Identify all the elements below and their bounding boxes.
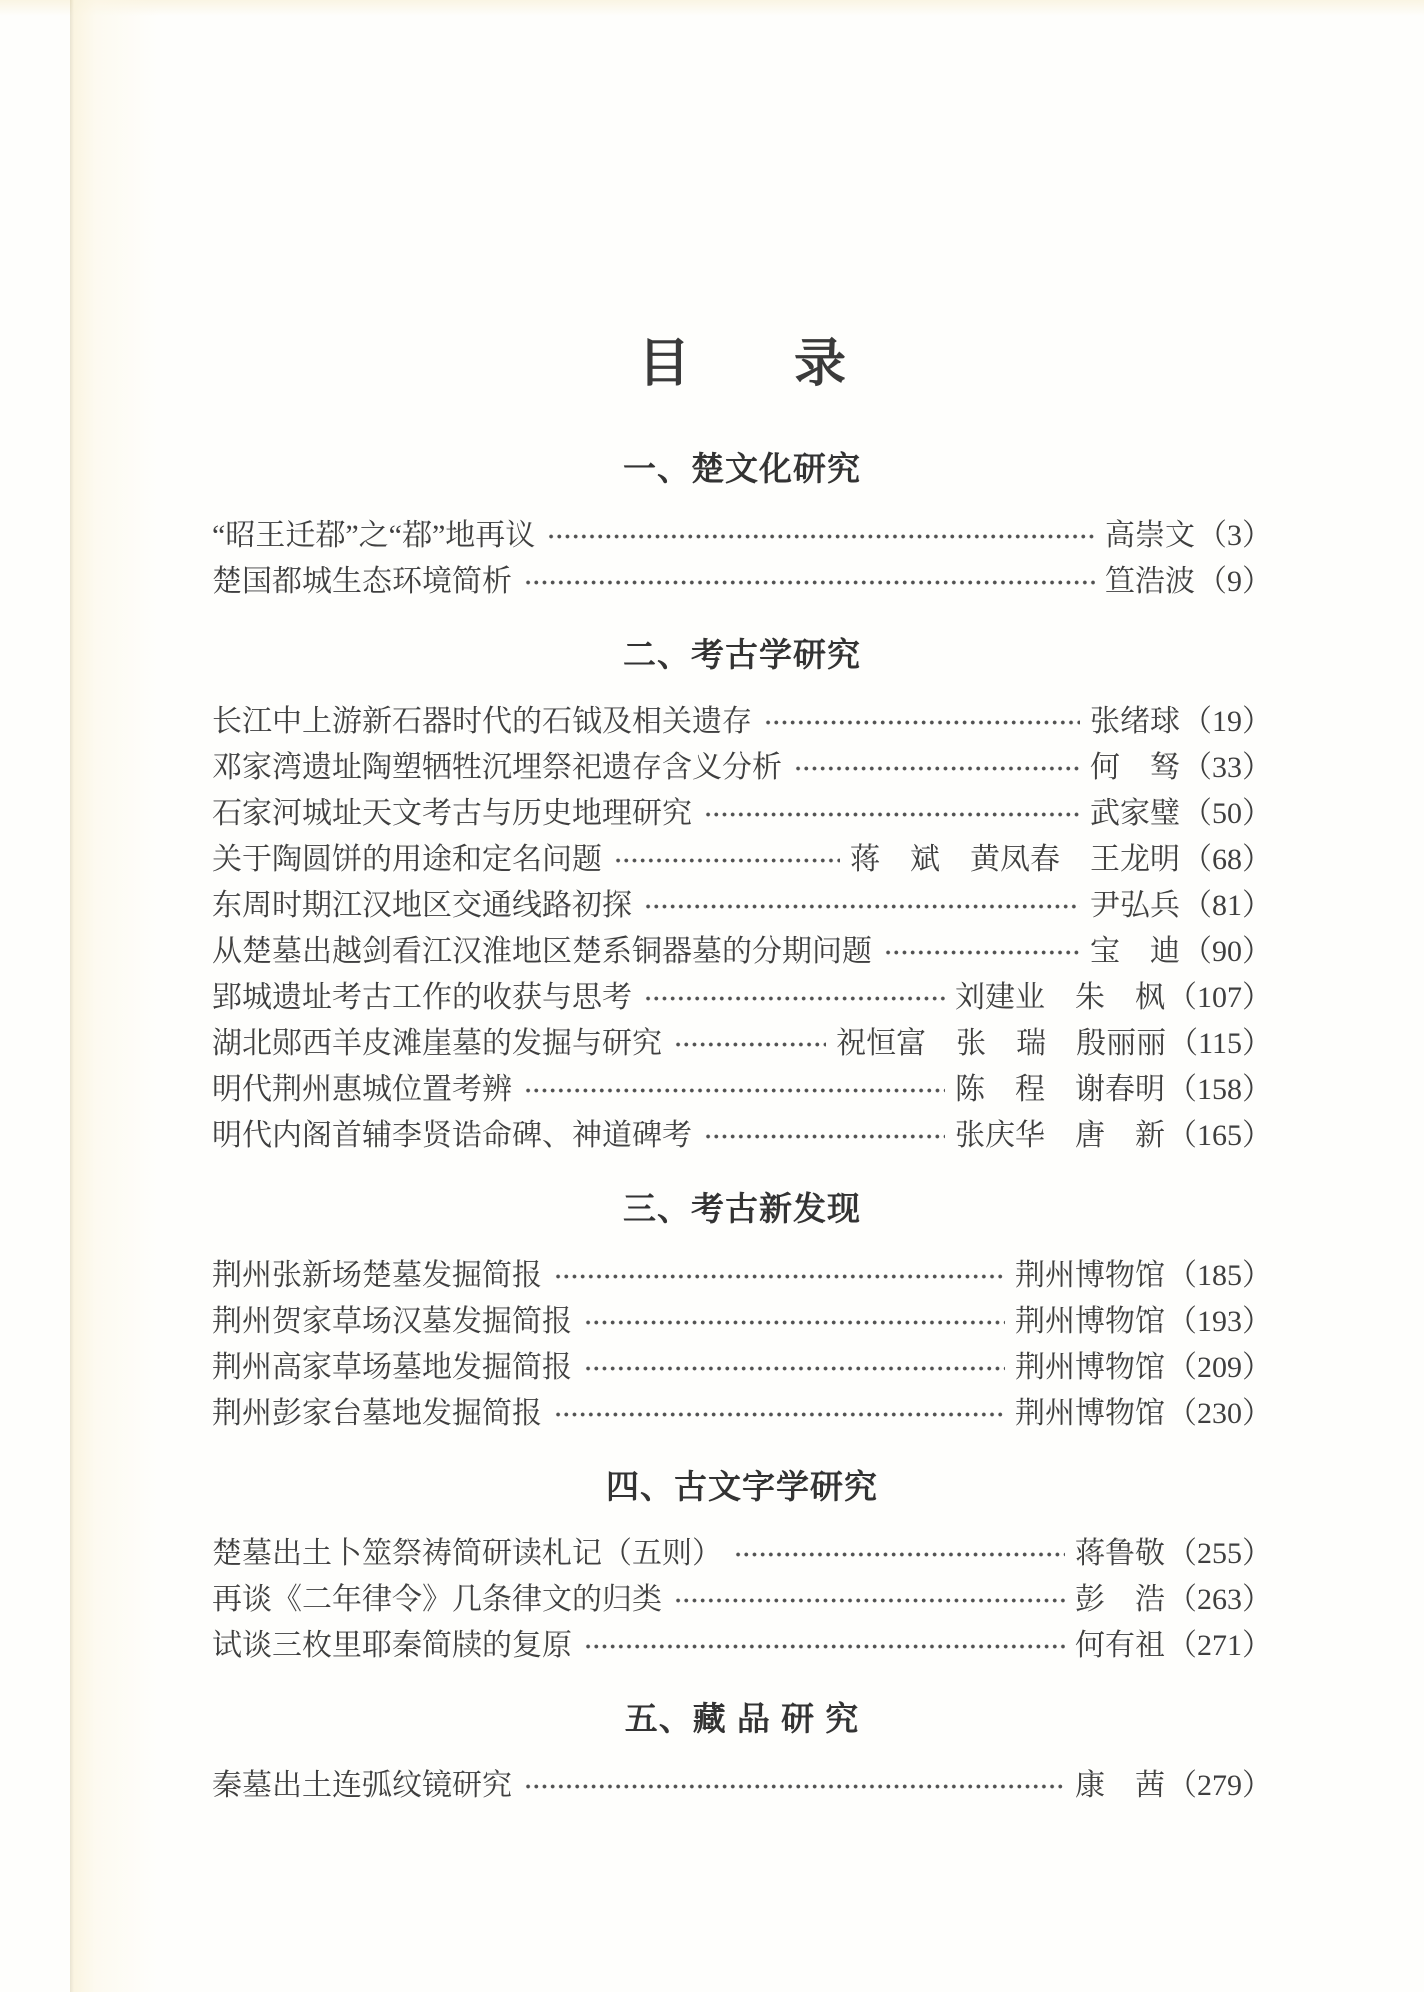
section-entries	[212, 699, 1272, 1159]
toc-section	[212, 1467, 1272, 1669]
entry-title: “昭王迁鄀”之“鄀”地再议	[212, 519, 536, 552]
entry-page-number: （263）	[1167, 1583, 1272, 1616]
entry-title: 荆州彭家台墓地发掘简报	[212, 1397, 542, 1430]
dot-leader	[584, 1299, 1005, 1345]
dot-leader	[884, 929, 1080, 975]
entry-page-number: （90）	[1182, 935, 1272, 968]
toc-section	[212, 1699, 1272, 1809]
toc-content	[212, 0, 1272, 1809]
entry-title: 楚国都城生态环境简析	[212, 565, 512, 598]
toc-entry	[212, 1299, 1272, 1345]
entry-title: 长江中上游新石器时代的石钺及相关遗存	[212, 705, 752, 738]
entry-title: 东周时期江汉地区交通线路初探	[212, 889, 632, 922]
entry-authors: 蒋 斌 黄凤春 王龙明	[850, 843, 1180, 876]
toc-entry	[212, 837, 1272, 883]
dot-leader	[524, 1067, 945, 1113]
entry-page-number: （158）	[1167, 1073, 1272, 1106]
entry-authors: 荆州博物馆	[1015, 1259, 1165, 1292]
entry-title: 试谈三枚里耶秦简牍的复原	[212, 1629, 572, 1662]
toc-entry	[212, 1345, 1272, 1391]
entry-title: 石家河城址天文考古与历史地理研究	[212, 797, 692, 830]
toc-entry	[212, 1577, 1272, 1623]
entry-page-number: （33）	[1182, 751, 1272, 784]
toc-section	[212, 449, 1272, 605]
dot-leader	[764, 699, 1080, 745]
entry-authors: 何 驽	[1090, 751, 1180, 784]
entry-page-number: （115）	[1168, 1027, 1272, 1060]
dot-leader	[644, 975, 945, 1021]
toc-entry	[212, 1021, 1272, 1067]
entry-title: 荆州贺家草场汉墓发掘简报	[212, 1305, 572, 1338]
dot-leader	[704, 1113, 945, 1159]
entry-title: 秦墓出土连弧纹镜研究	[212, 1769, 512, 1802]
entry-authors: 陈 程 谢春明	[955, 1073, 1165, 1106]
entry-title: 从楚墓出越剑看江汉淮地区楚系铜器墓的分期问题	[212, 935, 872, 968]
toc-entry	[212, 1067, 1272, 1113]
toc-entry	[212, 1391, 1272, 1437]
entry-authors: 张庆华 唐 新	[955, 1119, 1165, 1152]
entry-page-number: （185）	[1167, 1259, 1272, 1292]
entry-title: 再谈《二年律令》几条律文的归类	[212, 1583, 662, 1616]
section-entries	[212, 513, 1272, 605]
entry-authors: 彭 浩	[1075, 1583, 1165, 1616]
entry-authors: 何有祖	[1075, 1629, 1165, 1662]
entry-authors: 康 茜	[1075, 1769, 1165, 1802]
dot-leader	[584, 1345, 1005, 1391]
entry-authors: 荆州博物馆	[1015, 1305, 1165, 1338]
dot-leader	[584, 1623, 1065, 1669]
entry-authors: 荆州博物馆	[1015, 1351, 1165, 1384]
dot-leader	[524, 559, 1095, 605]
entry-authors: 高崇文	[1105, 519, 1195, 552]
entry-authors: 蒋鲁敬	[1075, 1537, 1165, 1570]
entry-authors: 宝 迪	[1090, 935, 1180, 968]
section-heading: 四、古文字学研究	[606, 1468, 878, 1505]
entry-title: 关于陶圆饼的用途和定名问题	[212, 843, 602, 876]
dot-leader	[674, 1577, 1065, 1623]
entry-page-number: （9）	[1197, 565, 1272, 598]
dot-leader	[547, 513, 1095, 559]
toc-entry	[212, 929, 1272, 975]
toc-entry	[212, 1623, 1272, 1669]
section-heading: 一、楚文化研究	[623, 450, 861, 487]
toc-section	[212, 635, 1272, 1159]
section-entries	[212, 1531, 1272, 1669]
entry-authors: 武家璧	[1090, 797, 1180, 830]
entry-page-number: （255）	[1167, 1537, 1272, 1570]
entry-title: 明代内阁首辅李贤诰命碑、神道碑考	[212, 1119, 692, 1152]
entry-page-number: （209）	[1167, 1351, 1272, 1384]
toc-entry	[212, 1113, 1272, 1159]
dot-leader	[644, 883, 1080, 929]
dot-leader	[704, 791, 1080, 837]
dot-leader	[524, 1763, 1065, 1809]
toc-entry	[212, 975, 1272, 1021]
entry-page-number: （107）	[1167, 981, 1272, 1014]
entry-page-number: （279）	[1167, 1769, 1272, 1802]
entry-authors: 尹弘兵	[1090, 889, 1180, 922]
entry-page-number: （230）	[1167, 1397, 1272, 1430]
dot-leader	[554, 1253, 1005, 1299]
toc-entry	[212, 699, 1272, 745]
entry-page-number: （193）	[1167, 1305, 1272, 1338]
toc-section	[212, 1189, 1272, 1437]
toc-entry	[212, 513, 1272, 559]
dot-leader	[554, 1391, 1005, 1437]
section-entries	[212, 1763, 1272, 1809]
dot-leader	[734, 1531, 1065, 1577]
toc-entry	[212, 1531, 1272, 1577]
dot-leader	[674, 1021, 826, 1067]
entry-page-number: （19）	[1182, 705, 1272, 738]
entry-title: 湖北郧西羊皮滩崖墓的发掘与研究	[212, 1027, 662, 1060]
entry-authors: 荆州博物馆	[1015, 1397, 1165, 1430]
toc-entry	[212, 883, 1272, 929]
page-title: 目 录	[637, 336, 846, 393]
page-left-edge-shading	[70, 0, 160, 1992]
toc-sections	[212, 449, 1272, 1809]
entry-authors: 刘建业 朱 枫	[955, 981, 1165, 1014]
entry-title: 楚墓出土卜筮祭祷简研读札记（五则）	[212, 1537, 722, 1570]
entry-page-number: （50）	[1182, 797, 1272, 830]
section-heading: 三、考古新发现	[623, 1190, 861, 1227]
toc-entry	[212, 745, 1272, 791]
toc-entry	[212, 1253, 1272, 1299]
section-entries	[212, 1253, 1272, 1437]
toc-entry	[212, 791, 1272, 837]
section-heading: 五、藏 品 研 究	[624, 1700, 860, 1737]
entry-authors: 祝恒富 张 瑞 殷丽丽	[836, 1027, 1167, 1060]
entry-authors: 笪浩波	[1105, 565, 1195, 598]
entry-title: 邓家湾遗址陶塑牺牲沉埋祭祀遗存含义分析	[212, 751, 782, 784]
entry-title: 明代荆州惠城位置考辨	[212, 1073, 512, 1106]
entry-authors: 张绪球	[1090, 705, 1180, 738]
toc-entry	[212, 559, 1272, 605]
entry-page-number: （271）	[1167, 1629, 1272, 1662]
toc-entry	[212, 1763, 1272, 1809]
entry-title: 荆州高家草场墓地发掘简报	[212, 1351, 572, 1384]
entry-page-number: （165）	[1167, 1119, 1272, 1152]
entry-page-number: （3）	[1197, 519, 1272, 552]
entry-title: 荆州张新场楚墓发掘简报	[212, 1259, 542, 1292]
dot-leader	[614, 837, 840, 883]
section-heading: 二、考古学研究	[623, 636, 861, 673]
dot-leader	[794, 745, 1080, 791]
entry-page-number: （81）	[1182, 889, 1272, 922]
entry-page-number: （68）	[1182, 843, 1272, 876]
entry-title: 郢城遗址考古工作的收获与思考	[212, 981, 632, 1014]
